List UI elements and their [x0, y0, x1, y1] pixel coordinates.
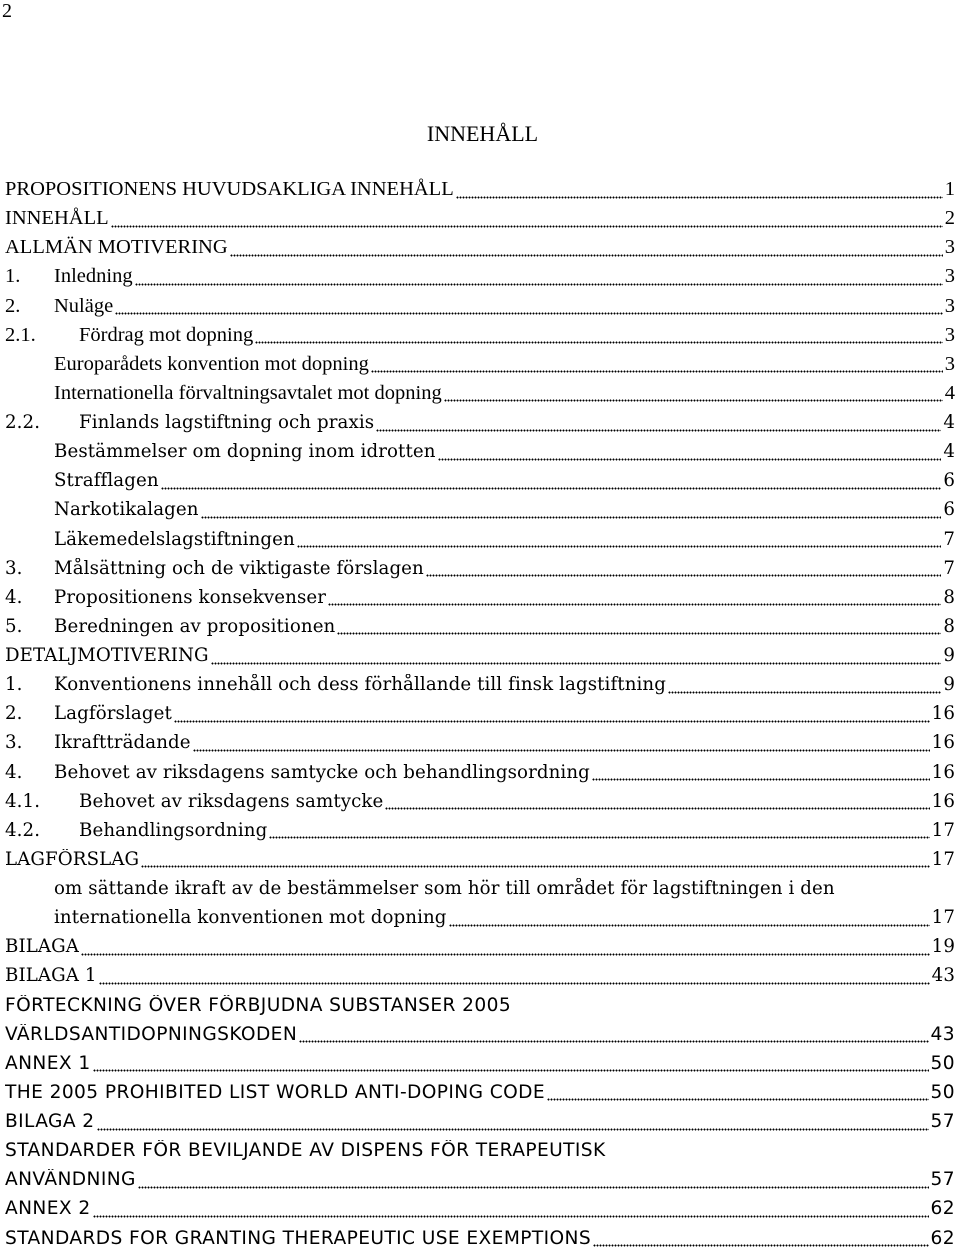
toc-entry-page: 4 [943, 441, 955, 463]
toc-entry-page: 3 [944, 236, 955, 259]
toc-entry-number: 2. [5, 703, 23, 725]
toc-entry[interactable] [5, 466, 955, 495]
dot-leader [230, 251, 943, 257]
dot-leader [426, 571, 941, 577]
toc-entry-page: 2 [944, 207, 955, 230]
toc-entry[interactable] [5, 554, 955, 583]
dot-leader [211, 659, 942, 665]
toc-entry-number: 2.2. [5, 412, 41, 434]
toc-entry[interactable] [5, 1020, 955, 1049]
toc-entry[interactable] [5, 932, 955, 961]
dot-leader [138, 1183, 929, 1189]
toc-entry[interactable] [5, 379, 955, 408]
dot-leader [115, 309, 943, 315]
toc-entry-page: 17 [931, 819, 955, 841]
toc-entry-title: Målsättning och de viktigaste förslagen [54, 557, 424, 579]
toc-entry-title: Inledning [54, 265, 133, 288]
toc-entry-title: BILAGA 2 [5, 1111, 95, 1133]
toc-entry[interactable] [5, 699, 955, 728]
toc-entry[interactable] [5, 437, 955, 466]
toc-entry[interactable] [5, 845, 955, 874]
dot-leader [547, 1095, 929, 1101]
toc-entry-title: STANDARDER FÖR BEVILJANDE AV DISPENS FÖR TERAPEUTISK [5, 1140, 606, 1162]
toc-entry-number: 4.1. [5, 790, 41, 812]
toc-entry[interactable] [5, 787, 955, 816]
dot-leader [135, 280, 943, 286]
toc-entry-title: Europarådets konvention mot dopning [54, 352, 369, 375]
toc-entry-title: Strafflagen [54, 470, 159, 492]
toc-entry[interactable] [5, 758, 955, 787]
toc-entry-number: 1. [5, 265, 21, 288]
toc-entry-page: 3 [944, 294, 955, 317]
toc-entry-title: Behovet av riksdagens samtycke [79, 790, 384, 812]
dot-leader [449, 921, 930, 927]
toc-entry-title: Narkotikalagen [54, 499, 199, 521]
toc-entry-title: Propositionens konsekvenser [54, 586, 327, 608]
toc-entry-title: Finlands lagstiftning och praxis [79, 412, 375, 434]
toc-entry-page: 16 [931, 761, 955, 783]
toc-heading: INNEHÅLL [426, 121, 539, 146]
toc-entry[interactable] [5, 408, 955, 437]
toc-entry-page: 9 [943, 645, 955, 667]
toc-entry-title: ALLMÄN MOTIVERING [5, 236, 228, 259]
toc-entry[interactable] [5, 175, 955, 204]
dot-leader [201, 513, 942, 519]
toc-entry-number: 4. [5, 761, 23, 783]
toc-entry-page: 4 [943, 412, 955, 434]
dot-leader [668, 688, 941, 694]
toc-entry[interactable] [5, 670, 955, 699]
toc-entry[interactable] [5, 1136, 955, 1165]
dot-leader [97, 1125, 929, 1131]
toc-entry[interactable] [5, 1165, 955, 1194]
dot-leader [81, 950, 930, 956]
dot-leader [299, 1037, 928, 1043]
toc-entry-page: 43 [930, 1023, 955, 1045]
toc-entry-page: 16 [931, 790, 955, 812]
dot-leader [444, 396, 943, 402]
toc-entry-page: 57 [930, 1169, 955, 1191]
toc-entry-title: Lagförslaget [54, 703, 172, 725]
toc-entry[interactable] [5, 583, 955, 612]
toc-entry[interactable] [5, 641, 955, 670]
dot-leader [193, 746, 930, 752]
toc-entry-title: Bestämmelser om dopning inom idrotten [54, 441, 436, 463]
toc-entry[interactable] [5, 1078, 955, 1107]
toc-entry-page: 17 [931, 848, 955, 870]
toc-entry[interactable] [5, 1049, 955, 1078]
toc-entry-title: Behovet av riksdagens samtycke och behandlingsordning [54, 761, 590, 783]
toc-entry-title: Internationella förvaltningsavtalet mot dopning [54, 381, 442, 404]
dot-leader [385, 804, 929, 810]
toc-entry-number: 4. [5, 586, 23, 608]
toc-entry[interactable] [5, 961, 955, 990]
toc-entry-title: ANVÄNDNING [5, 1169, 136, 1191]
toc-entry[interactable] [5, 525, 955, 554]
toc-entry-page: 7 [943, 557, 955, 579]
dot-leader [337, 629, 941, 635]
toc-entry[interactable] [5, 1224, 955, 1253]
toc-entry-title: Nuläge [54, 294, 114, 317]
dot-leader [141, 862, 929, 868]
toc-entry[interactable] [5, 728, 955, 757]
dot-leader [255, 338, 943, 344]
toc-entry-title: Behandlingsordning [79, 819, 268, 841]
dot-leader [328, 600, 941, 606]
dot-leader [456, 193, 943, 199]
toc-entry-page: 6 [943, 470, 955, 492]
toc-entry[interactable] [5, 1194, 955, 1223]
toc-entry-page: 3 [944, 265, 955, 288]
toc-entry-page: 7 [943, 528, 955, 550]
toc-entry-page: 3 [944, 352, 955, 375]
toc-entry-title: internationella konventionen mot dopning [54, 907, 447, 929]
dot-leader [111, 222, 943, 228]
toc-entry-page: 50 [930, 1052, 955, 1074]
toc-entry-title: Konventionens innehåll och dess förhållande till finsk lagstiftning [54, 674, 666, 696]
toc-entry[interactable] [5, 903, 955, 932]
toc-entry[interactable] [5, 495, 955, 524]
toc-entry-title: Fördrag mot dopning [79, 323, 254, 346]
toc-entry-title: THE 2005 PROHIBITED LIST WORLD ANTI-DOPING CODE [5, 1081, 546, 1103]
dot-leader [592, 775, 930, 781]
toc-entry-title: PROPOSITIONENS HUVUDSAKLIGA INNEHÅLL [5, 178, 454, 201]
toc-entry-number: 4.2. [5, 819, 41, 841]
dot-leader [269, 833, 929, 839]
toc-entry-page: 16 [931, 703, 955, 725]
toc-entry-title: VÄRLDSANTIDOPNINGSKODEN [5, 1023, 298, 1045]
toc-entry-number: 5. [5, 615, 23, 637]
toc-entry-title: STANDARDS FOR GRANTING THERAPEUTIC USE EXEMPTIONS [5, 1227, 592, 1249]
toc-entry-page: 9 [943, 674, 955, 696]
toc-entry[interactable] [5, 1107, 955, 1136]
toc-entry[interactable] [5, 612, 955, 641]
dot-leader [438, 455, 942, 461]
dot-leader [371, 367, 943, 373]
dot-leader [174, 717, 930, 723]
toc-entry[interactable] [5, 874, 955, 903]
toc-entry-title: Läkemedelslagstiftningen [54, 528, 295, 550]
toc-entry-page: 8 [943, 586, 955, 608]
toc-entry-page: 57 [930, 1111, 955, 1133]
toc-entry[interactable] [5, 233, 955, 262]
toc-entry-title: BILAGA [5, 936, 80, 958]
toc-entry-title: LAGFÖRSLAG [5, 848, 140, 870]
toc-entry-title: INNEHÅLL [5, 207, 109, 230]
dot-leader [93, 1212, 929, 1218]
toc-entry-number: 1. [5, 674, 23, 696]
table-of-contents [5, 175, 955, 1253]
toc-entry-page: 50 [930, 1081, 955, 1103]
dot-leader [297, 542, 941, 548]
page-number: 2 [2, 0, 12, 22]
toc-entry-title: ANNEX 1 [5, 1052, 91, 1074]
toc-entry[interactable] [5, 321, 955, 350]
toc-entry[interactable] [5, 991, 955, 1020]
dot-leader [93, 1066, 929, 1072]
toc-entry-title: Ikraftträdande [54, 732, 191, 754]
dot-leader [593, 1241, 928, 1247]
toc-entry[interactable] [5, 262, 955, 291]
toc-entry-title: Beredningen av propositionen [54, 615, 336, 637]
toc-entry-page: 1 [944, 178, 955, 201]
toc-entry-page: 62 [930, 1198, 955, 1220]
toc-entry-title: BILAGA 1 [5, 965, 97, 987]
toc-entry[interactable] [5, 292, 955, 321]
toc-entry-page: 17 [931, 907, 955, 929]
dot-leader [161, 484, 942, 490]
toc-entry-title: DETALJMOTIVERING [5, 645, 209, 667]
dot-leader [99, 979, 930, 985]
toc-entry-page: 43 [931, 965, 955, 987]
toc-entry-page: 6 [943, 499, 955, 521]
toc-entry-page: 4 [944, 381, 955, 404]
toc-entry-number: 3. [5, 732, 23, 754]
toc-entry[interactable] [5, 350, 955, 379]
toc-entry-page: 3 [944, 323, 955, 346]
toc-entry-page: 62 [930, 1227, 955, 1249]
toc-entry[interactable] [5, 816, 955, 845]
toc-entry[interactable] [5, 204, 955, 233]
toc-entry-page: 16 [931, 732, 955, 754]
toc-entry-number: 2.1. [5, 323, 36, 346]
toc-entry-number: 2. [5, 294, 21, 317]
toc-entry-number: 3. [5, 557, 23, 579]
toc-entry-page: 19 [931, 936, 955, 958]
toc-entry-page: 8 [943, 615, 955, 637]
toc-entry-title: ANNEX 2 [5, 1198, 91, 1220]
toc-entry-title: FÖRTECKNING ÖVER FÖRBJUDNA SUBSTANSER 2005 [5, 994, 512, 1016]
dot-leader [376, 426, 941, 432]
toc-entry-title: om sättande ikraft av de bestämmelser som hör till området för lagstiftningen i den [54, 878, 835, 900]
